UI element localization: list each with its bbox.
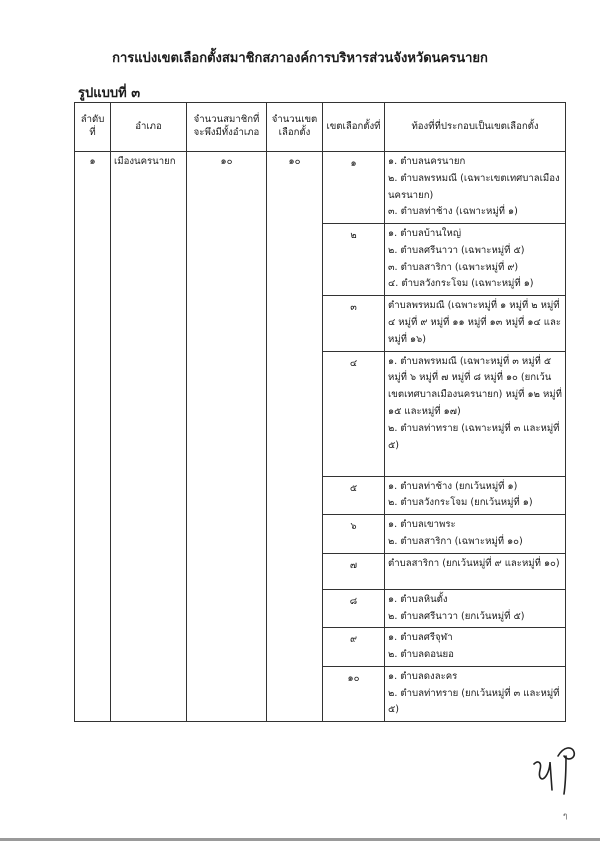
cell-zone-area bbox=[385, 296, 566, 351]
area-line: ๒. ตำบลท่าทราย (ยกเว้นหมู่ที่ ๓ และหมู่ที่ ๕) bbox=[388, 687, 560, 716]
header-order: ลำดับที่ bbox=[75, 103, 111, 152]
area-line: ๑. ตำบลพรหมณี (เฉพาะหมู่ที่ ๓ หมู่ที่ ๕ หมู่ที่ ๖ หมู่ที่ ๗ หมู่ที่ ๘ หมู่ที่ ๑๐ (ยกเว้นเขตเทศบาลเมืองนครนายก) หมู่ที่ ๑๒ หมู่ที่ ๑๕ และหมู่ที่ ๑๗) bbox=[388, 355, 562, 417]
area-line: ๒. ตำบลศรีนาวา (เฉพาะหมู่ที่ ๕) bbox=[388, 244, 525, 256]
cell-zone-number: ๓ bbox=[323, 296, 385, 351]
page-number: ๆ bbox=[563, 811, 568, 820]
area-line: ๑. ตำบลท่าช้าง (ยกเว้นหมู่ที่ ๑) bbox=[388, 480, 518, 492]
cell-district: เมืองนครนายก bbox=[111, 152, 187, 722]
area-line: ๓. ตำบลสาริกา (เฉพาะหมู่ที่ ๙) bbox=[388, 261, 519, 273]
area-line: ๑. ตำบลเขาพระ bbox=[388, 519, 456, 531]
document-title: การแบ่งเขตเลือกตั้งสมาชิกสภาองค์การบริหารส่วนจังหวัดนครนายก bbox=[112, 51, 488, 66]
cell-zone-area bbox=[385, 589, 566, 628]
handwritten-signature bbox=[528, 742, 588, 802]
area-line: ตำบลสาริกา (ยกเว้นหมู่ที่ ๙ และหมู่ที่ ๑๐) bbox=[388, 557, 560, 569]
area-line: ๑. ตำบลนครนายก bbox=[388, 156, 466, 167]
area-line: ๒. ตำบลวังกระโจม (ยกเว้นหมู่ที่ ๑) bbox=[388, 497, 533, 509]
cell-zone-area bbox=[385, 628, 566, 667]
header-zone-area: ท้องที่ที่ประกอบเป็นเขตเลือกตั้ง bbox=[385, 103, 566, 152]
table-header-row bbox=[75, 103, 566, 152]
footer-rule bbox=[0, 838, 600, 841]
area-line: ๒. ตำบลดอนยอ bbox=[388, 649, 454, 661]
cell-zone-area bbox=[385, 476, 566, 515]
cell-zone-number: ๙ bbox=[323, 628, 385, 667]
header-zones-count: จำนวนเขตเลือกตั้ง bbox=[267, 103, 323, 152]
area-line: ๑. ตำบลดงละคร bbox=[388, 670, 458, 682]
cell-zone-area bbox=[385, 666, 566, 721]
table-body bbox=[75, 152, 566, 722]
area-line: ๒. ตำบลสาริกา (เฉพาะหมู่ที่ ๑๐) bbox=[388, 535, 523, 547]
area-line: ๒. ตำบลท่าทราย (เฉพาะหมู่ที่ ๓ และหมู่ที่ ๕) bbox=[388, 422, 560, 451]
cell-zone-area bbox=[385, 553, 566, 589]
area-line: ๑. ตำบลศรีจุฬา bbox=[388, 632, 453, 644]
cell-zone-area bbox=[385, 152, 566, 224]
table-row bbox=[75, 152, 566, 224]
cell-zone-area bbox=[385, 351, 566, 476]
format-subtitle: รูปแบบที่ ๓ bbox=[78, 86, 141, 101]
area-line: ๔. ตำบลวังกระโจม (เฉพาะหมู่ที่ ๑) bbox=[388, 278, 534, 290]
cell-zone-number: ๑๐ bbox=[323, 666, 385, 721]
area-line: ตำบลพรหมณี (เฉพาะหมู่ที่ ๑ หมู่ที่ ๒ หมู่ที่ ๔ หมู่ที่ ๙ หมู่ที่ ๑๑ หมู่ที่ ๑๓ หมู่ที่ ๑๔ และหมู่ที่ ๑๖) bbox=[388, 300, 562, 345]
cell-zone-area bbox=[385, 224, 566, 296]
cell-zone-number: ๕ bbox=[323, 476, 385, 515]
cell-zone-number: ๘ bbox=[323, 589, 385, 628]
area-line: ๒. ตำบลพรหมณี (เฉพาะเขตเทศบาลเมืองนครนายก) bbox=[388, 172, 560, 201]
header-members: จำนวนสมาชิกที่จะพึงมีทั้งอำเภอ bbox=[187, 103, 267, 152]
header-district: อำเภอ bbox=[111, 103, 187, 152]
area-line: ๒. ตำบลศรีนาวา (ยกเว้นหมู่ที่ ๕) bbox=[388, 610, 525, 622]
cell-zone-number: ๗ bbox=[323, 553, 385, 589]
cell-zone-area bbox=[385, 515, 566, 554]
electoral-zones-table bbox=[74, 102, 566, 722]
cell-members: ๑๐ bbox=[187, 152, 267, 722]
cell-zones-count: ๑๐ bbox=[267, 152, 323, 722]
cell-order: ๑ bbox=[75, 152, 111, 722]
header-zone-number: เขตเลือกตั้งที่ bbox=[323, 103, 385, 152]
area-line: ๑. ตำบลหินตั้ง bbox=[388, 593, 448, 605]
cell-zone-number: ๔ bbox=[323, 351, 385, 476]
cell-zone-number: ๑ bbox=[323, 152, 385, 224]
cell-zone-number: ๖ bbox=[323, 515, 385, 554]
area-line: ๓. ตำบลท่าช้าง (เฉพาะหมู่ที่ ๑) bbox=[388, 206, 518, 218]
cell-zone-number: ๒ bbox=[323, 224, 385, 296]
area-line: ๑. ตำบลบ้านใหญ่ bbox=[388, 228, 461, 240]
